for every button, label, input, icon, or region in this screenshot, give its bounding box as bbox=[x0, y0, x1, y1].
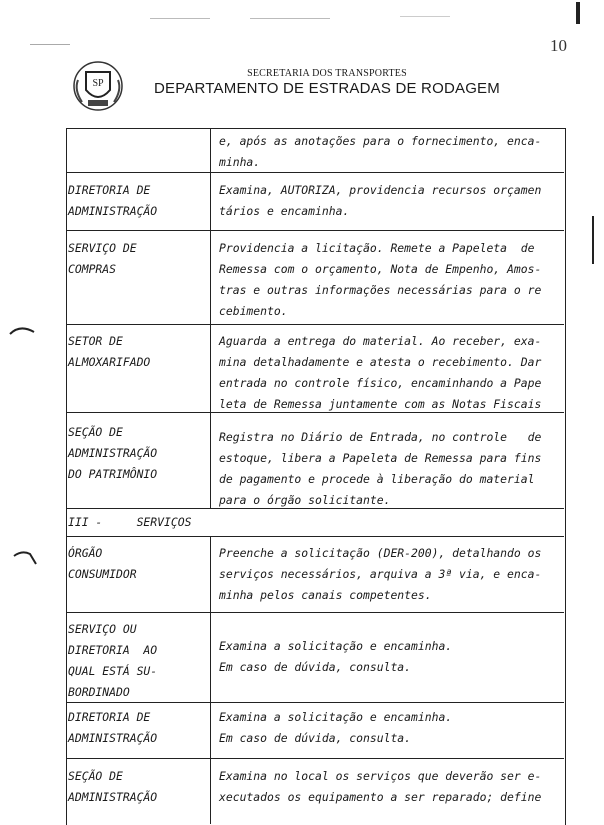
row-divider bbox=[66, 324, 564, 325]
margin-scribble-icon bbox=[12, 546, 42, 570]
column-divider bbox=[210, 128, 211, 508]
row-divider bbox=[66, 612, 564, 613]
row-8-text bbox=[219, 707, 452, 749]
row-7-unit bbox=[68, 619, 157, 703]
text-line: Preenche a solicitação (DER-200), detalhando os bbox=[219, 546, 542, 560]
unit-line: SERVIÇO DE bbox=[68, 241, 137, 255]
text-line: tários e encaminha. bbox=[219, 204, 350, 218]
row-divider bbox=[66, 536, 564, 537]
row-8-unit bbox=[68, 707, 157, 749]
row-6-text bbox=[219, 543, 541, 606]
text-line: Examina no local os serviços que deverão ser e- bbox=[219, 769, 542, 783]
text-line: cebimento. bbox=[219, 304, 288, 318]
text-line: Providencia a licitação. Remete a Papeleta de bbox=[219, 241, 535, 255]
margin-bar bbox=[592, 216, 594, 264]
row-divider bbox=[66, 230, 564, 231]
scan-mark bbox=[150, 18, 210, 19]
scan-mark bbox=[30, 44, 70, 45]
header-departamento: DEPARTAMENTO DE ESTRADAS DE RODAGEM bbox=[154, 80, 500, 97]
text-line: Registra no Diário de Entrada, no controle de bbox=[219, 430, 542, 444]
header-secretaria: SECRETARIA DOS TRANSPORTES bbox=[247, 68, 407, 79]
text-line: Em caso de dúvida, consulta. bbox=[219, 660, 412, 674]
unit-line: ADMINISTRAÇÃO bbox=[68, 204, 158, 218]
text-line: Examina a solicitação e encaminha. bbox=[219, 639, 453, 653]
unit-line: COMPRAS bbox=[68, 262, 117, 276]
text-line: entrada no controle físico, encaminhando a Pape bbox=[219, 376, 542, 390]
unit-line: QUAL ESTÁ SU- bbox=[68, 664, 158, 678]
unit-line: SEÇÃO DE bbox=[68, 769, 123, 783]
row-4-text bbox=[219, 427, 541, 511]
row-1-unit bbox=[68, 180, 157, 222]
unit-line: CONSUMIDOR bbox=[68, 567, 137, 581]
unit-line: BORDINADO bbox=[68, 685, 130, 699]
row-1-text bbox=[219, 180, 541, 222]
text-line: de pagamento e procede à liberação do material bbox=[219, 472, 535, 486]
unit-line: DIRETORIA AO bbox=[68, 643, 158, 657]
row-0-text bbox=[219, 131, 541, 173]
text-line: Examina a solicitação e encaminha. bbox=[219, 710, 453, 724]
unit-line: SETOR DE bbox=[68, 334, 123, 348]
text-line: minha. bbox=[219, 155, 261, 169]
row-2-unit bbox=[68, 238, 137, 280]
row-9-text bbox=[219, 766, 541, 808]
text-line: Examina, AUTORIZA, providencia recursos orçamen bbox=[219, 183, 542, 197]
unit-line: ADMINISTRAÇÃO bbox=[68, 731, 158, 745]
row-7-text bbox=[219, 636, 452, 678]
text-line: mina detalhadamente e atesta o recebimento. Dar bbox=[219, 355, 542, 369]
row-3-text bbox=[219, 331, 541, 415]
text-line: Remessa com o orçamento, Nota de Empenho, Amos- bbox=[219, 262, 542, 276]
margin-scribble-icon bbox=[8, 322, 38, 338]
text-line: tras e outras informações necessárias para o re bbox=[219, 283, 542, 297]
unit-line: DO PATRIMÔNIO bbox=[68, 467, 158, 481]
unit-line: ADMINISTRAÇÃO bbox=[68, 446, 158, 460]
page-number: 10 bbox=[550, 36, 567, 55]
text-line: e, após as anotações para o fornecimento, enca- bbox=[219, 134, 542, 148]
scan-mark bbox=[400, 16, 450, 17]
unit-line: ALMOXARIFADO bbox=[68, 355, 151, 369]
row-divider bbox=[66, 758, 564, 759]
scan-mark bbox=[576, 2, 580, 24]
svg-text:SP: SP bbox=[92, 78, 104, 89]
text-line: para o órgão solicitante. bbox=[219, 493, 391, 507]
unit-line: DIRETORIA DE bbox=[68, 183, 151, 197]
row-4-unit bbox=[68, 422, 157, 485]
row-3-unit bbox=[68, 331, 150, 373]
unit-line: ADMINISTRAÇÃO bbox=[68, 790, 158, 804]
row-9-unit bbox=[68, 766, 157, 808]
text-line: Aguarda a entrega do material. Ao receber, exa- bbox=[219, 334, 542, 348]
text-line: xecutados os equipamento a ser reparado; define bbox=[219, 790, 542, 804]
column-divider bbox=[210, 536, 211, 824]
unit-line: DIRETORIA DE bbox=[68, 710, 151, 724]
scan-mark bbox=[250, 18, 330, 19]
text-line: minha pelos canais competentes. bbox=[219, 588, 432, 602]
unit-line: SEÇÃO DE bbox=[68, 425, 123, 439]
text-line: Em caso de dúvida, consulta. bbox=[219, 731, 412, 745]
text-line: serviços necessários, arquiva a 3ª via, e enca- bbox=[219, 567, 542, 581]
unit-line: SERVIÇO OU bbox=[68, 622, 137, 636]
section-heading: III - SERVIÇOS bbox=[68, 515, 192, 529]
row-6-unit bbox=[68, 543, 137, 585]
row-2-text bbox=[219, 238, 541, 322]
text-line: leta de Remessa juntamente com as Notas Fiscais bbox=[219, 397, 542, 411]
text-line: estoque, libera a Papeleta de Remessa para fins bbox=[219, 451, 542, 465]
unit-line: ÓRGÃO bbox=[68, 546, 103, 560]
